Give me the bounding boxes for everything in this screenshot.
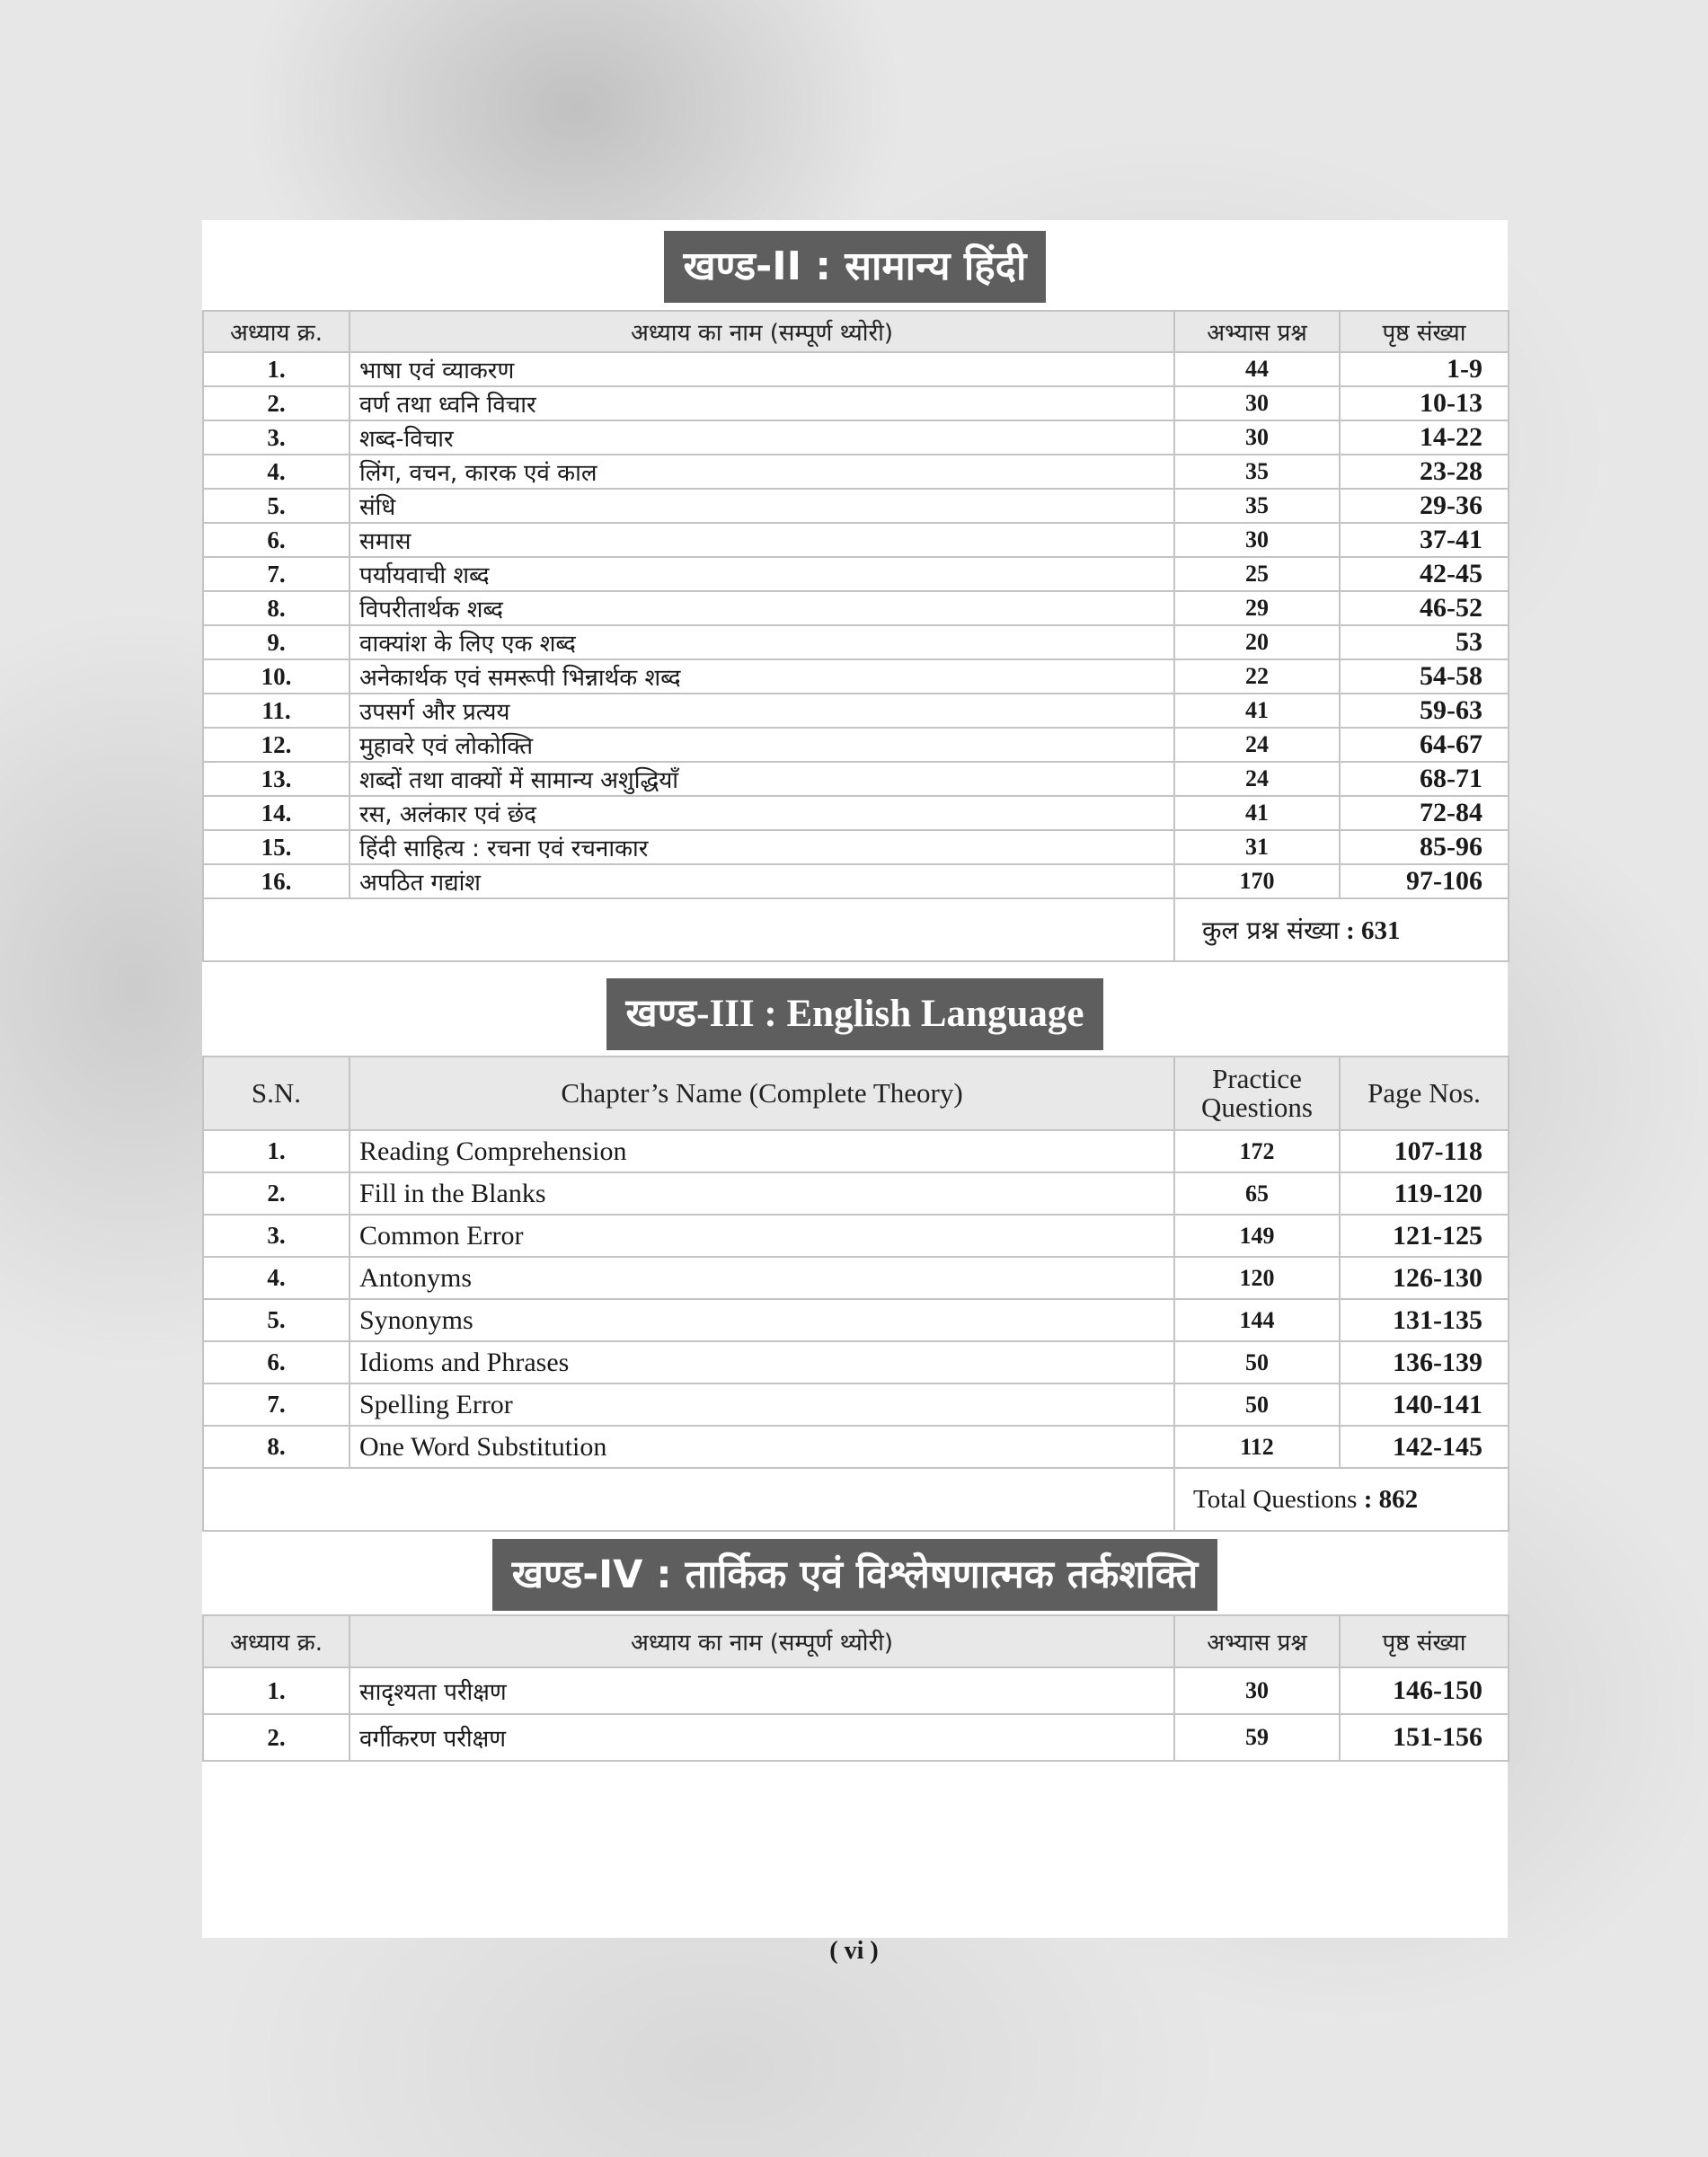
chapter-number: 1. xyxy=(203,1130,350,1172)
practice-questions: 112 xyxy=(1174,1426,1340,1468)
table-row xyxy=(203,728,1509,762)
practice-questions: 30 xyxy=(1174,1667,1340,1714)
total-value: : 631 xyxy=(1346,916,1401,945)
table-row xyxy=(203,591,1509,625)
chapter-number: 12. xyxy=(203,728,350,762)
total-label: कुल प्रश्न संख्या xyxy=(1202,915,1340,945)
chapter-number: 14. xyxy=(203,796,350,830)
chapter-number: 3. xyxy=(203,420,350,455)
chapter-name: शब्द-विचार xyxy=(350,420,1174,455)
section-2-rows xyxy=(203,352,1509,898)
page-range: 46-52 xyxy=(1340,591,1509,625)
table-row xyxy=(203,1714,1509,1761)
header-page-nos: Page Nos. xyxy=(1340,1056,1509,1130)
page-range: 37-41 xyxy=(1340,523,1509,557)
chapter-name: पर्यायवाची शब्द xyxy=(350,557,1174,591)
page-range: 151-156 xyxy=(1340,1714,1509,1761)
page-range: 68-71 xyxy=(1340,762,1509,796)
practice-questions: 41 xyxy=(1174,796,1340,830)
table-row xyxy=(203,864,1509,898)
practice-questions: 170 xyxy=(1174,864,1340,898)
chapter-name: Idioms and Phrases xyxy=(350,1341,1174,1383)
page-range: 54-58 xyxy=(1340,659,1509,694)
practice-questions: 44 xyxy=(1174,352,1340,386)
chapter-number: 15. xyxy=(203,830,350,864)
chapter-name: वाक्यांश के लिए एक शब्द xyxy=(350,625,1174,659)
practice-questions: 25 xyxy=(1174,557,1340,591)
section-2-total xyxy=(1174,898,1509,961)
chapter-name: One Word Substitution xyxy=(350,1426,1174,1468)
chapter-name: लिंग, वचन, कारक एवं काल xyxy=(350,455,1174,489)
header-chapter-name-en: Chapter’s Name (Complete Theory) xyxy=(350,1056,1174,1130)
chapter-name: अपठित गद्यांश xyxy=(350,864,1174,898)
chapter-number: 7. xyxy=(203,1383,350,1426)
table-row xyxy=(203,1257,1509,1299)
chapter-name: Synonyms xyxy=(350,1299,1174,1341)
chapter-number: 8. xyxy=(203,591,350,625)
practice-questions: 120 xyxy=(1174,1257,1340,1299)
chapter-number: 5. xyxy=(203,489,350,523)
chapter-number: 3. xyxy=(203,1215,350,1257)
practice-questions: 41 xyxy=(1174,694,1340,728)
chapter-name: सादृश्यता परीक्षण xyxy=(350,1667,1174,1714)
table-row xyxy=(203,1172,1509,1215)
table-row xyxy=(203,1299,1509,1341)
page-range: 23-28 xyxy=(1340,455,1509,489)
practice-questions: 149 xyxy=(1174,1215,1340,1257)
chapter-number: 2. xyxy=(203,386,350,420)
page-range: 85-96 xyxy=(1340,830,1509,864)
practice-questions: 24 xyxy=(1174,728,1340,762)
table-row xyxy=(203,1383,1509,1426)
page-range: 14-22 xyxy=(1340,420,1509,455)
page-range: 59-63 xyxy=(1340,694,1509,728)
header-practice-questions: अभ्यास प्रश्न xyxy=(1174,1615,1340,1667)
practice-questions: 35 xyxy=(1174,455,1340,489)
chapter-number: 6. xyxy=(203,1341,350,1383)
practice-questions: 144 xyxy=(1174,1299,1340,1341)
section-4-rows xyxy=(203,1667,1509,1761)
chapter-name: Common Error xyxy=(350,1215,1174,1257)
table-row xyxy=(203,1667,1509,1714)
section-3-title: खण्ड-III : English Language xyxy=(606,978,1104,1050)
header-chapter-name: अध्याय का नाम (सम्पूर्ण थ्योरी) xyxy=(350,311,1174,352)
page-range: 72-84 xyxy=(1340,796,1509,830)
table-row xyxy=(203,762,1509,796)
header-chapter-number: अध्याय क्र. xyxy=(203,1615,350,1667)
page-number: ( vi ) xyxy=(829,1937,879,1965)
table-row xyxy=(203,659,1509,694)
table-row xyxy=(203,420,1509,455)
page-range: 121-125 xyxy=(1340,1215,1509,1257)
chapter-number: 10. xyxy=(203,659,350,694)
chapter-name: समास xyxy=(350,523,1174,557)
header-sn: S.N. xyxy=(203,1056,350,1130)
practice-questions: 22 xyxy=(1174,659,1340,694)
chapter-name: विपरीतार्थक शब्द xyxy=(350,591,1174,625)
practice-questions: 50 xyxy=(1174,1383,1340,1426)
practice-questions: 20 xyxy=(1174,625,1340,659)
chapter-name: रस, अलंकार एवं छंद xyxy=(350,796,1174,830)
header-page-numbers: पृष्ठ संख्या xyxy=(1340,311,1509,352)
section-2-title: खण्ड-II : सामान्य हिंदी xyxy=(664,231,1047,303)
table-row xyxy=(203,1215,1509,1257)
practice-questions: 29 xyxy=(1174,591,1340,625)
table-row xyxy=(203,1426,1509,1468)
chapter-number: 6. xyxy=(203,523,350,557)
chapter-name: वर्गीकरण परीक्षण xyxy=(350,1714,1174,1761)
chapter-name: अनेकार्थक एवं समरूपी भिन्नार्थक शब्द xyxy=(350,659,1174,694)
table-row xyxy=(203,1341,1509,1383)
section-3-table xyxy=(202,1056,1509,1532)
table-row xyxy=(203,625,1509,659)
table-row xyxy=(203,455,1509,489)
chapter-number: 7. xyxy=(203,557,350,591)
section-3-rows xyxy=(203,1130,1509,1468)
chapter-name: उपसर्ग और प्रत्यय xyxy=(350,694,1174,728)
header-chapter-number: अध्याय क्र. xyxy=(203,311,350,352)
chapter-name: Antonyms xyxy=(350,1257,1174,1299)
header-questions-line2: Questions xyxy=(1201,1092,1313,1123)
practice-questions: 24 xyxy=(1174,762,1340,796)
practice-questions: 30 xyxy=(1174,386,1340,420)
page-range: 131-135 xyxy=(1340,1299,1509,1341)
chapter-number: 4. xyxy=(203,1257,350,1299)
chapter-number: 2. xyxy=(203,1714,350,1761)
chapter-name: संधि xyxy=(350,489,1174,523)
practice-questions: 50 xyxy=(1174,1341,1340,1383)
page-range: 119-120 xyxy=(1340,1172,1509,1215)
chapter-number: 2. xyxy=(203,1172,350,1215)
table-row xyxy=(203,523,1509,557)
page-range: 140-141 xyxy=(1340,1383,1509,1426)
chapter-name: Fill in the Blanks xyxy=(350,1172,1174,1215)
practice-questions: 35 xyxy=(1174,489,1340,523)
section-2-table xyxy=(202,310,1509,962)
chapter-number: 1. xyxy=(203,352,350,386)
chapter-number: 1. xyxy=(203,1667,350,1714)
table-row xyxy=(203,386,1509,420)
table-row xyxy=(203,694,1509,728)
chapter-name: भाषा एवं व्याकरण xyxy=(350,352,1174,386)
practice-questions: 65 xyxy=(1174,1172,1340,1215)
chapter-name: Spelling Error xyxy=(350,1383,1174,1426)
section-4-title: खण्ड-IV : तार्किक एवं विश्लेषणात्मक तर्कशक्ति xyxy=(492,1539,1218,1611)
section-2-header xyxy=(202,220,1508,310)
practice-questions: 172 xyxy=(1174,1130,1340,1172)
page-range: 42-45 xyxy=(1340,557,1509,591)
section-3-total-row xyxy=(203,1468,1509,1531)
section-3-header xyxy=(202,962,1508,1056)
chapter-name: वर्ण तथा ध्वनि विचार xyxy=(350,386,1174,420)
header-questions-line1: Practice xyxy=(1212,1063,1302,1094)
practice-questions: 59 xyxy=(1174,1714,1340,1761)
page-range: 53 xyxy=(1340,625,1509,659)
header-practice-questions: अभ्यास प्रश्न xyxy=(1174,311,1340,352)
total-label-en: Total Questions xyxy=(1193,1484,1358,1514)
chapter-number: 4. xyxy=(203,455,350,489)
table-row xyxy=(203,489,1509,523)
table-row xyxy=(203,830,1509,864)
table-row xyxy=(203,352,1509,386)
header-practice-questions-en xyxy=(1174,1056,1340,1130)
chapter-name: Reading Comprehension xyxy=(350,1130,1174,1172)
chapter-name: हिंदी साहित्य : रचना एवं रचनाकार xyxy=(350,830,1174,864)
chapter-number: 13. xyxy=(203,762,350,796)
section-4-table xyxy=(202,1614,1509,1762)
page-range: 107-118 xyxy=(1340,1130,1509,1172)
table-row xyxy=(203,1130,1509,1172)
page-range: 1-9 xyxy=(1340,352,1509,386)
total-value-en: : 862 xyxy=(1363,1484,1419,1514)
table-row xyxy=(203,557,1509,591)
page-range: 64-67 xyxy=(1340,728,1509,762)
practice-questions: 31 xyxy=(1174,830,1340,864)
chapter-number: 11. xyxy=(203,694,350,728)
chapter-number: 16. xyxy=(203,864,350,898)
chapter-name: शब्दों तथा वाक्यों में सामान्य अशुद्धियाँ xyxy=(350,762,1174,796)
section-2-total-row xyxy=(203,898,1509,961)
chapter-name: मुहावरे एवं लोकोक्ति xyxy=(350,728,1174,762)
page-range: 136-139 xyxy=(1340,1341,1509,1383)
chapter-number: 5. xyxy=(203,1299,350,1341)
page-range: 142-145 xyxy=(1340,1426,1509,1468)
table-row xyxy=(203,796,1509,830)
page-range: 126-130 xyxy=(1340,1257,1509,1299)
page-range: 146-150 xyxy=(1340,1667,1509,1714)
header-page-numbers: पृष्ठ संख्या xyxy=(1340,1615,1509,1667)
page-range: 97-106 xyxy=(1340,864,1509,898)
page-range: 29-36 xyxy=(1340,489,1509,523)
chapter-number: 9. xyxy=(203,625,350,659)
header-chapter-name: अध्याय का नाम (सम्पूर्ण थ्योरी) xyxy=(350,1615,1174,1667)
practice-questions: 30 xyxy=(1174,523,1340,557)
practice-questions: 30 xyxy=(1174,420,1340,455)
contents-sheet xyxy=(202,220,1508,1938)
section-4-header xyxy=(202,1532,1508,1614)
chapter-number: 8. xyxy=(203,1426,350,1468)
section-3-total xyxy=(1174,1468,1509,1531)
page-range: 10-13 xyxy=(1340,386,1509,420)
